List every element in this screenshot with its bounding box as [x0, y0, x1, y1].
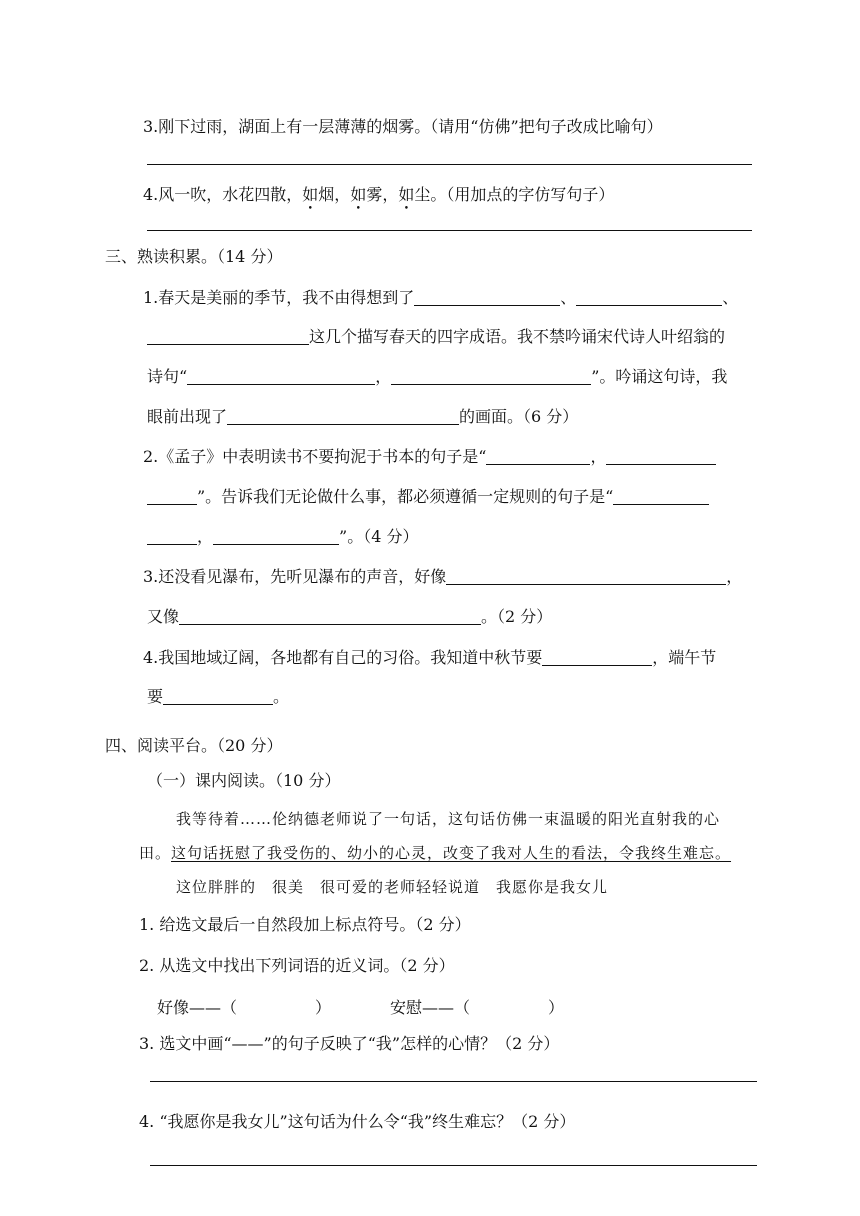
- reading-question-2: 2. 从选文中找出下列词语的近义词。（2 分）: [139, 956, 455, 975]
- s3-item2-line3: ， ”。（4 分）: [147, 524, 418, 547]
- fill-blank[interactable]: [147, 326, 309, 345]
- fill-blank[interactable]: [542, 647, 652, 666]
- dotted-char: 如: [302, 185, 319, 204]
- passage-line: 我等待着……伦纳德老师说了一句话，这句话仿佛一束温暖的阳光直射我的心: [176, 810, 721, 828]
- fill-blank[interactable]: [486, 446, 590, 465]
- question-3-rewrite: 3.刚下过雨，湖面上有一层薄薄的烟雾。（请用“仿佛”把句子改成比喻句）: [143, 117, 663, 136]
- answer-line[interactable]: [150, 1081, 757, 1082]
- fill-blank[interactable]: [213, 526, 339, 545]
- s3-item2-line1: 2.《孟子》中表明读书不要拘泥于书本的句子是“ ，: [143, 444, 716, 467]
- question-4-imitation: 4.风一吹，水花四散，如烟，如雾，如尘。（用加点的字仿写句子）: [143, 185, 615, 204]
- fill-blank[interactable]: [227, 406, 459, 425]
- dotted-char: 如: [398, 185, 415, 204]
- reading-question-1: 1. 给选文最后一自然段加上标点符号。（2 分）: [139, 915, 471, 934]
- s3-item1-line1: 1.春天是美丽的季节，我不由得想到了 、 、: [143, 288, 739, 307]
- underlined-sentence: 这句话抚慰了我受伤的、幼小的心灵，改变了我对人生的看法，令我终生难忘。: [171, 844, 732, 862]
- synonym-2: 安慰——（ ）: [390, 998, 565, 1017]
- passage-line: 田。这句话抚慰了我受伤的、幼小的心灵，改变了我对人生的看法，令我终生难忘。: [139, 844, 732, 862]
- fill-blank[interactable]: [606, 446, 716, 465]
- answer-line[interactable]: [147, 230, 752, 231]
- fill-blank[interactable]: [179, 606, 481, 625]
- s3-item3-line1: 3.还没看见瀑布，先听见瀑布的声音，好像 ，: [143, 567, 743, 586]
- fill-blank[interactable]: [147, 486, 197, 505]
- s3-item4-line2: 要 。: [147, 687, 290, 706]
- s3-item1-line4: 眼前出现了 的画面。（6 分）: [147, 407, 579, 426]
- fill-blank[interactable]: [147, 526, 197, 545]
- reading-question-4: 4. “我愿你是我女儿”这句话为什么令“我”终生难忘？（2 分）: [139, 1112, 576, 1131]
- fill-blank[interactable]: [613, 486, 709, 505]
- synonym-1: 好像——（ ）: [157, 998, 332, 1017]
- reading-question-3: 3. 选文中画“——”的句子反映了“我”怎样的心情？（2 分）: [139, 1034, 560, 1053]
- s3-item4-line1: 4.我国地域辽阔，各地都有自己的习俗。我知道中秋节要 ，端午节: [143, 648, 717, 667]
- subsection-title: （一）课内阅读。（10 分）: [147, 771, 341, 790]
- fill-blank[interactable]: [576, 287, 722, 306]
- s3-item2-line2: ”。告诉我们无论做什么事，都必须遵循一定规则的句子是“: [147, 484, 709, 507]
- fill-blank[interactable]: [187, 366, 375, 385]
- s3-item3-line2: 又像 。（2 分）: [147, 607, 553, 626]
- fill-blank[interactable]: [163, 686, 273, 705]
- section-3-title: 三、熟读积累。（14 分）: [105, 247, 283, 266]
- fill-blank[interactable]: [414, 287, 560, 306]
- fill-blank[interactable]: [446, 566, 726, 585]
- s3-item1-line3: 诗句“ ， ”。吟诵这句诗，我: [147, 367, 728, 386]
- section-4-title: 四、阅读平台。（20 分）: [105, 736, 283, 755]
- passage-unpunctuated: 这位胖胖的 很美 很可爱的老师轻轻说道 我愿你是我女儿: [176, 878, 609, 896]
- answer-line[interactable]: [147, 164, 752, 165]
- dotted-char: 如: [350, 185, 367, 204]
- fill-blank[interactable]: [391, 366, 591, 385]
- answer-line[interactable]: [150, 1165, 757, 1166]
- s3-item1-line2: 这几个描写春天的四字成语。我不禁吟诵宋代诗人叶绍翁的: [147, 324, 725, 347]
